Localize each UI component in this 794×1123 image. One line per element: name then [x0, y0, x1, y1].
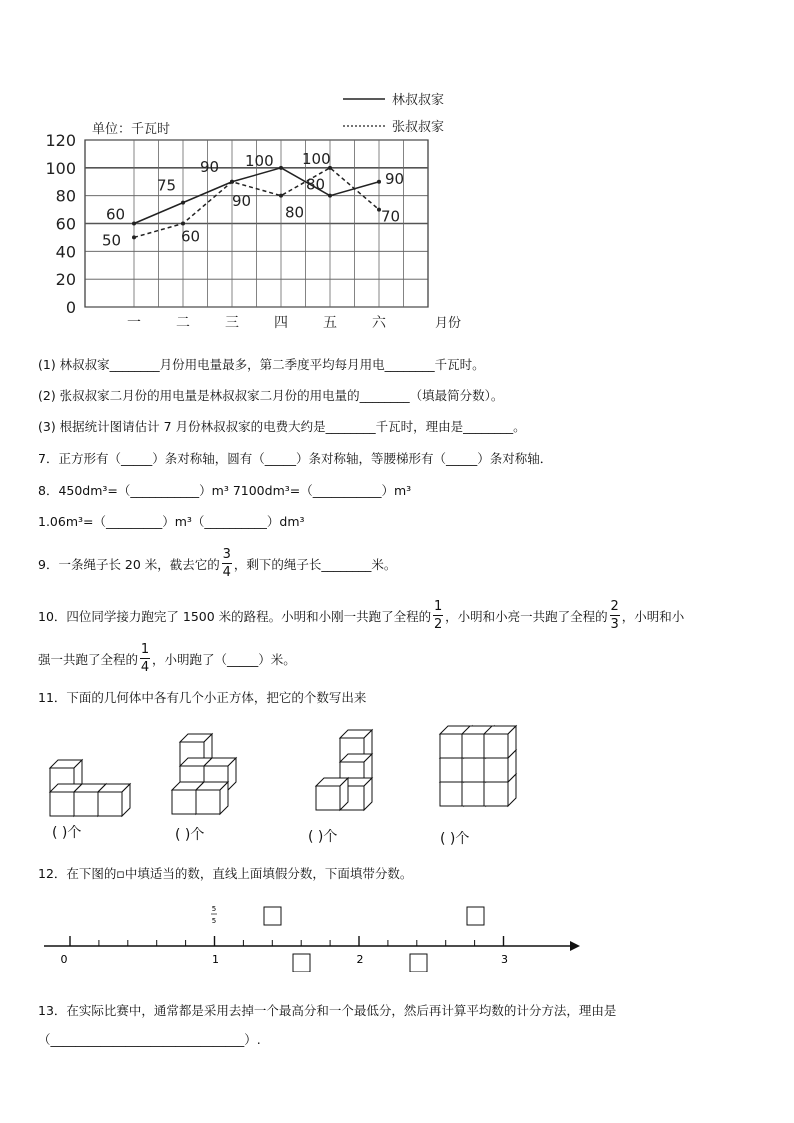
data-label: 50	[102, 231, 122, 250]
data-label: 70	[381, 207, 401, 226]
q10-text-d: 强一共跑了全程的	[38, 651, 139, 667]
q10-fraction-3	[140, 643, 150, 674]
answer-box-bottom-2[interactable]	[410, 954, 427, 972]
data-point	[181, 222, 185, 226]
q9-pre: 9．一条绳子长 20 米，截去它的	[38, 556, 220, 572]
legend-lin: 林叔叔家	[392, 93, 445, 108]
q8-line2: 1.06m³=（_________）m³（__________）dm³	[38, 514, 305, 529]
q10-text-c: ，小明和小	[621, 608, 685, 624]
y-tick-labels	[45, 131, 76, 317]
chart-legend	[343, 92, 444, 135]
answer-box-bottom-1[interactable]	[293, 954, 310, 972]
data-label: 100	[245, 151, 274, 170]
q10-f2-den: 3	[610, 617, 619, 632]
x-tick-label: 四	[274, 315, 288, 331]
data-label: 80	[285, 203, 305, 222]
unit-cube	[316, 778, 348, 810]
q6-part3: (3) 根据统计图请估计 7 月份林叔叔家的电费大约是________千瓦时，理由是________。	[38, 419, 526, 434]
q9-post: ，剩下的绳子长________米。	[233, 556, 397, 572]
x-tick-label: 六	[372, 315, 386, 331]
q11-answer-2[interactable]: ( )个	[175, 827, 205, 843]
q13-line1: 13．在实际比赛中，通常都是采用去掉一个最高分和一个最低分，然后再计算平均数的计分方法，理由是	[38, 1003, 617, 1018]
q10-line2	[38, 643, 296, 674]
unit-cube	[484, 726, 516, 758]
data-label: 80	[306, 175, 326, 194]
q10-text-a: 10．四位同学接力跑完了 1500 米的路程。小明和小刚一共跑了全程的	[38, 608, 432, 624]
q11-answer-4[interactable]: ( )个	[440, 831, 470, 847]
data-label: 60	[106, 205, 126, 224]
chart-unit-label: 单位：千瓦时	[92, 122, 171, 137]
y-tick-label: 60	[55, 214, 76, 234]
data-point	[132, 222, 136, 226]
x-tick-label: 一	[127, 315, 141, 331]
x-tick-label: 二	[176, 315, 190, 331]
nl-label: 3	[501, 953, 508, 966]
nl-frac-bottom: 5	[211, 917, 217, 925]
y-tick-label: 20	[55, 270, 76, 290]
q10-f1-num: 1	[434, 599, 443, 614]
q9-fraction	[222, 548, 232, 579]
q6-part2: (2) 张叔叔家二月份的用电量是林叔叔家二月份的用电量的________（填最简分数）。	[38, 388, 504, 403]
q10-f1-den: 2	[434, 617, 443, 632]
data-label: 75	[157, 176, 177, 195]
electricity-line-chart	[30, 85, 490, 340]
data-point	[328, 194, 332, 198]
unit-cube	[98, 784, 130, 816]
y-tick-label: 80	[55, 186, 76, 206]
legend-zhang: 张叔叔家	[392, 120, 445, 135]
q9-numerator: 3	[222, 547, 231, 562]
q11-title: 11．下面的几何体中各有几个小正方体，把它的个数写出来	[38, 690, 367, 705]
q10-f3-num: 1	[140, 642, 150, 657]
q9-denominator: 4	[222, 565, 231, 580]
q13-line2[interactable]: （_______________________________）.	[38, 1032, 261, 1047]
q9-text	[38, 548, 396, 579]
answer-box-top-2[interactable]	[467, 907, 484, 925]
q10-f2-num: 2	[610, 599, 619, 614]
data-label: 90	[200, 157, 220, 176]
y-tick-label: 0	[65, 298, 76, 317]
data-point	[230, 180, 234, 184]
x-tick-label: 五	[323, 315, 337, 331]
x-axis-label: 月份	[435, 316, 462, 331]
data-point	[377, 180, 381, 184]
q10-text-b: ，小明和小亮一共跑了全程的	[445, 608, 608, 624]
q11-answer-1[interactable]: ( )个	[52, 825, 82, 841]
x-tick-labels	[127, 315, 387, 331]
data-point	[132, 235, 136, 239]
unit-cube	[196, 782, 228, 814]
q8-line1: 8．450dm³=（___________）m³ 7100dm³=（___________）m³	[38, 483, 412, 498]
q12-title: 12．在下图的▫中填适当的数，直线上面填假分数，下面填带分数。	[38, 866, 413, 881]
y-tick-label: 120	[45, 131, 76, 150]
q10-fraction-2	[610, 600, 620, 631]
data-point	[279, 194, 283, 198]
data-label: 90	[385, 169, 405, 188]
y-tick-label: 100	[45, 158, 76, 178]
data-label: 90	[232, 191, 252, 210]
q7-text: 7．正方形有（_____）条对称轴，圆有（_____）条对称轴，等腰梯形有（_____）条对称轴．	[38, 451, 553, 466]
chart-series	[102, 150, 404, 250]
q10-f3-den: 4	[140, 660, 150, 675]
number-line	[40, 900, 585, 972]
nl-label: 1	[212, 953, 219, 966]
nl-label: 0	[60, 953, 68, 966]
data-label: 60	[181, 227, 201, 246]
nl-label: 2	[356, 953, 364, 966]
answer-box-top-1[interactable]	[264, 907, 281, 925]
q10-line1	[38, 600, 684, 631]
q10-text-e: ，小明跑了（_____）米。	[152, 651, 296, 667]
nl-frac-top: 5	[211, 905, 217, 913]
q6-part1: (1) 林叔叔家________月份用电量最多，第二季度平均每月用电________千瓦时。	[38, 357, 485, 372]
q11-answer-3[interactable]: ( )个	[308, 829, 338, 845]
x-tick-label: 三	[225, 315, 239, 331]
cube-figures	[40, 722, 520, 822]
data-point	[279, 166, 283, 170]
data-label: 100	[302, 149, 331, 168]
y-tick-label: 40	[55, 242, 76, 262]
data-point	[181, 201, 185, 205]
q10-fraction-1	[433, 600, 443, 631]
